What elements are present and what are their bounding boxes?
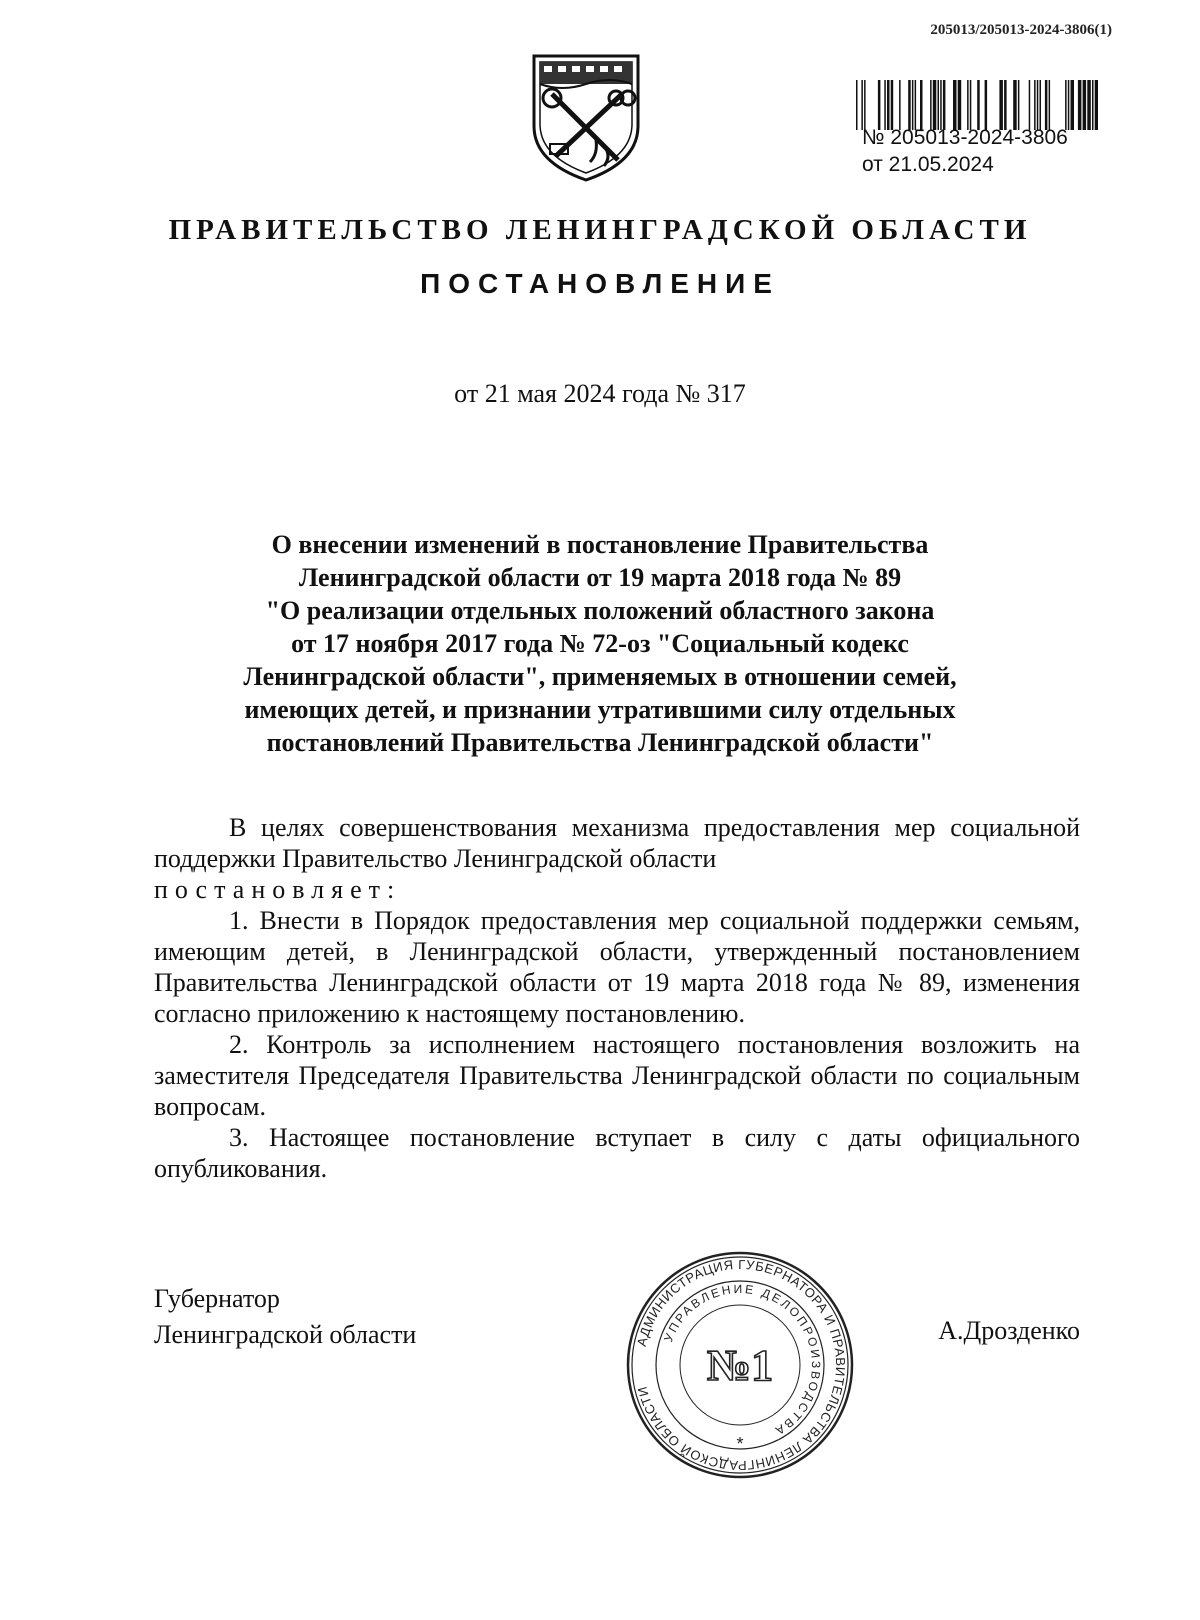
document-body bbox=[154, 812, 1080, 1184]
stamp-center-number: №1 bbox=[706, 1341, 774, 1390]
subject-line: "О реализации отдельных положений областного закона bbox=[265, 596, 935, 625]
signer-position-line: Губернатор bbox=[154, 1284, 280, 1313]
registration-block bbox=[862, 124, 1068, 178]
signer-position bbox=[154, 1281, 416, 1353]
registration-date: от 21.05.2024 bbox=[862, 153, 994, 176]
body-item: 2. Контроль за исполнением настоящего постановления возложить на заместителя Председателя Правительства Ленинградской области по социальным вопросам. bbox=[154, 1030, 1080, 1121]
coat-of-arms-emblem bbox=[526, 44, 646, 184]
body-resolves: постановляет: bbox=[154, 875, 402, 904]
subject-line: от 17 ноября 2017 года № 72-оз "Социальный кодекс bbox=[291, 629, 909, 658]
barcode-graphic bbox=[856, 80, 1098, 130]
official-stamp bbox=[625, 1250, 855, 1480]
stamp-inner-text: УПРАВЛЕНИЕ ДЕЛОПРОИЗВОДСТВА bbox=[661, 1281, 824, 1439]
document-type-heading: ПОСТАНОВЛЕНИЕ bbox=[420, 268, 780, 299]
subject-line: Ленинградской области", применяемых в отношении семей, bbox=[243, 662, 957, 691]
subject-line: постановлений Правительства Ленинградской области" bbox=[266, 728, 934, 757]
subject-line: О внесении изменений в постановление Правительства bbox=[271, 530, 929, 559]
signer-name: А.Дрозденко bbox=[938, 1316, 1080, 1345]
body-item: 1. Внести в Порядок предоставления мер социальной поддержки семьям, имеющим детей, в Ленинградской области, утвержденный постановлением Правительства Ленинградской области от 19 марта 2018 года № 89, изменения согласно приложению к настоящему постановлению. bbox=[154, 906, 1080, 1028]
subject-line: имеющих детей, и признании утратившими силу отдельных bbox=[244, 695, 956, 724]
body-item: 3. Настоящее постановление вступает в силу с даты официального опубликования. bbox=[154, 1123, 1080, 1183]
stamp-outer-text: АДМИНИСТРАЦИЯ ГУБЕРНАТОРА И ПРАВИТЕЛЬСТВА ЛЕНИНГРАДСКОЙ ОБЛАСТИ bbox=[633, 1256, 849, 1474]
registration-number: № 205013-2024-3806 bbox=[862, 126, 1068, 149]
body-preamble: В целях совершенствования механизма предоставления мер социальной поддержки Правительство Ленинградской области bbox=[154, 813, 1080, 873]
document-subject bbox=[200, 528, 1000, 759]
document-date-number: от 21 мая 2024 года № 317 bbox=[454, 379, 746, 408]
government-title: ПРАВИТЕЛЬСТВО ЛЕНИНГРАДСКОЙ ОБЛАСТИ bbox=[168, 214, 1032, 246]
top-reference: 205013/205013-2024-3806(1) bbox=[930, 22, 1112, 38]
subject-line: Ленинградской области от 19 марта 2018 года № 89 bbox=[298, 563, 902, 592]
stamp-star: * bbox=[736, 1434, 744, 1454]
signer-position-line: Ленинградской области bbox=[154, 1320, 417, 1349]
